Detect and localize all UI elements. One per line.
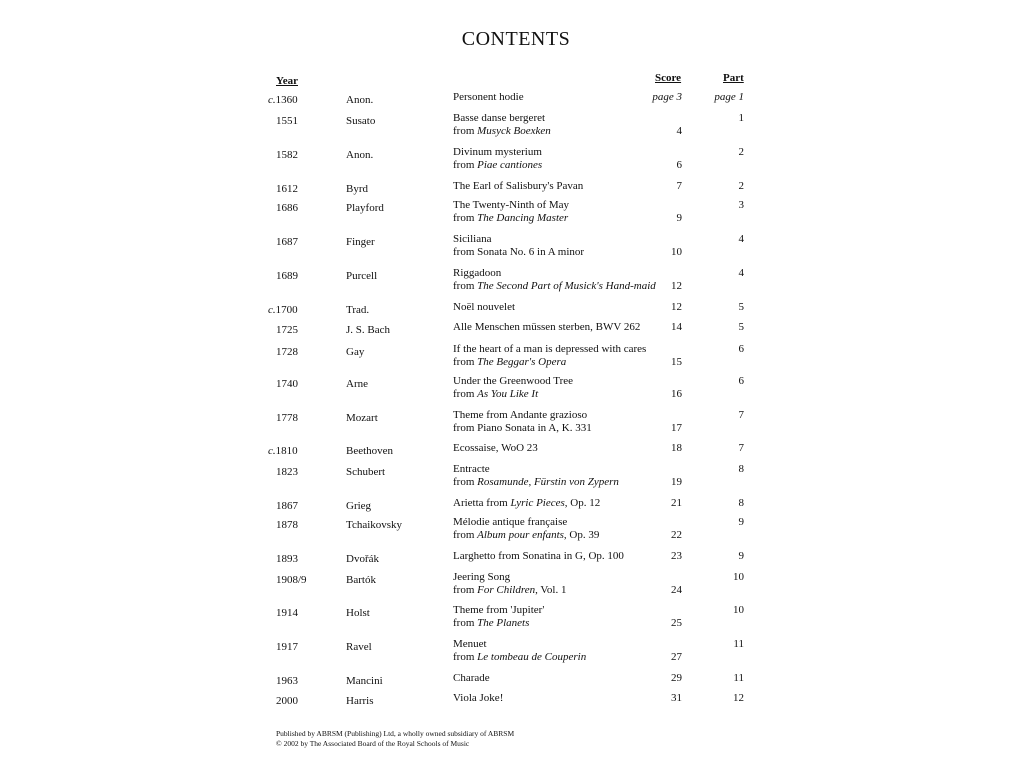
entry-score-page: 17 <box>671 422 682 434</box>
entry-work-title: Theme from 'Jupiter' <box>453 604 545 616</box>
entry-year: 1725 <box>276 324 298 336</box>
entry-work-source: from Piano Sonata in A, K. 331 <box>453 422 592 434</box>
entry-work-title: Alle Menschen müssen sterben, BWV 262 <box>453 321 641 333</box>
entry-work-title: Entracte <box>453 463 490 475</box>
contents-entry <box>0 571 1024 601</box>
entry-composer: J. S. Bach <box>346 324 390 336</box>
entry-composer: Dvořák <box>346 553 379 565</box>
entry-part-page: 10 <box>733 604 744 616</box>
contents-entry <box>0 604 1024 634</box>
entry-work-source: from Le tombeau de Couperin <box>453 651 587 663</box>
entry-work-title: The Earl of Salisbury's Pavan <box>453 180 584 192</box>
entry-score-page: 12 <box>671 301 682 313</box>
entry-work <box>453 199 569 225</box>
entry-work <box>453 550 624 563</box>
entry-work-title: Divinum mysterium <box>453 146 542 158</box>
contents-entry <box>0 463 1024 493</box>
entry-work <box>453 463 619 489</box>
contents-entry <box>0 516 1024 546</box>
entry-composer: Ravel <box>346 641 372 653</box>
entry-year: 1689 <box>276 270 298 282</box>
entry-work <box>453 497 600 510</box>
entry-year: 1740 <box>276 378 298 390</box>
entry-work-title: Mélodie antique française <box>453 516 568 528</box>
entry-work-source: from Album pour enfants, Op. 39 <box>453 529 600 541</box>
entry-score-page: 12 <box>671 280 682 292</box>
entry-work-source: from Rosamunde, Fürstin von Zypern <box>453 476 619 488</box>
entry-year: 1778 <box>276 412 298 424</box>
entry-part-page: 3 <box>738 199 744 211</box>
entry-work <box>453 321 640 334</box>
entry-part-page: 6 <box>738 343 744 355</box>
entry-part-page: 8 <box>738 497 744 509</box>
contents-entry <box>0 692 1024 722</box>
contents-entry <box>0 199 1024 229</box>
entry-composer: Grieg <box>346 500 372 512</box>
entry-work-title: Arietta from Lyric Pieces, Op. 12 <box>453 497 601 509</box>
entry-work-title: Basse danse bergeret <box>453 112 546 124</box>
entry-year: 1687 <box>276 236 298 248</box>
entry-score-page: 15 <box>671 356 682 368</box>
entry-work-title: If the heart of a man is depressed with cares <box>453 343 647 355</box>
entry-work-title: Personent hodie <box>453 91 524 103</box>
entry-work-source: from Musyck Boexken <box>453 125 551 137</box>
entry-part-page: 11 <box>733 638 744 650</box>
contents-entry <box>0 638 1024 668</box>
entry-score-page: 21 <box>671 497 682 509</box>
entry-composer: Schubert <box>346 466 386 478</box>
entry-work-title: Menuet <box>453 638 487 650</box>
entry-part-page: 7 <box>738 442 744 454</box>
entry-year: c.1360 <box>268 94 298 106</box>
entry-composer: Harris <box>346 695 374 707</box>
entry-work <box>453 604 544 630</box>
contents-entry <box>0 267 1024 297</box>
entry-composer: Mancini <box>346 675 383 687</box>
entry-score-page: 31 <box>671 692 682 704</box>
entry-work-title: Charade <box>453 672 490 684</box>
entry-composer: Playford <box>346 202 384 214</box>
footer-line-copyright: © 2002 by The Associated Board of the Royal Schools of Music <box>276 739 470 748</box>
entry-work-source: from For Children, Vol. 1 <box>453 584 567 596</box>
entry-year: 1823 <box>276 466 298 478</box>
entry-year: c.1810 <box>268 445 298 457</box>
entry-part-page: 2 <box>738 180 744 192</box>
entry-work-title: Noël nouvelet <box>453 301 516 313</box>
entry-work <box>453 692 503 705</box>
entry-work <box>453 112 551 138</box>
entry-work-title: Ecossaise, WoO 23 <box>453 442 538 454</box>
entry-composer: Bartók <box>346 574 376 586</box>
entry-score-page: 16 <box>671 388 682 400</box>
entry-work-title: Siciliana <box>453 233 492 245</box>
entry-work-title: Larghetto from Sonatina in G, Op. 100 <box>453 550 624 562</box>
entry-score-page: page 3 <box>652 91 682 103</box>
entry-part-page: 4 <box>738 233 744 245</box>
entry-year: 1914 <box>276 607 298 619</box>
entry-score-page: 7 <box>676 180 682 192</box>
entry-work <box>453 516 599 542</box>
entry-work <box>453 571 567 597</box>
page-title: CONTENTS <box>461 28 571 50</box>
entry-score-page: 25 <box>671 617 682 629</box>
entry-composer: Anon. <box>346 149 374 161</box>
entry-part-page: 11 <box>733 672 744 684</box>
entry-work-title: Riggadoon <box>453 267 502 279</box>
contents-entry <box>0 375 1024 405</box>
entry-score-page: 14 <box>671 321 682 333</box>
entry-score-page: 27 <box>671 651 682 663</box>
entry-part-page: 4 <box>738 267 744 279</box>
entry-work <box>453 267 656 293</box>
entry-work <box>453 233 584 259</box>
entry-score-page: 29 <box>671 672 682 684</box>
entry-composer: Mozart <box>346 412 378 424</box>
entry-part-page: 9 <box>738 550 744 562</box>
entry-score-page: 9 <box>676 212 682 224</box>
part-column-header: Part <box>723 72 744 84</box>
entry-part-page: 2 <box>738 146 744 158</box>
entry-work-source: from The Beggar's Opera <box>453 356 567 368</box>
entry-year: 1551 <box>276 115 298 127</box>
entry-part-page: 12 <box>733 692 744 704</box>
entry-part-page: 7 <box>738 409 744 421</box>
entry-year: 1917 <box>276 641 298 653</box>
publisher-footer <box>276 729 514 749</box>
entry-score-page: 6 <box>676 159 682 171</box>
entry-score-page: 4 <box>676 125 682 137</box>
entry-composer: Arne <box>346 378 368 390</box>
entry-composer: Byrd <box>346 183 368 195</box>
entry-work <box>453 343 646 369</box>
entry-score-page: 19 <box>671 476 682 488</box>
entry-composer: Tchaikovsky <box>346 519 403 531</box>
entry-work <box>453 409 592 435</box>
entry-part-page: 5 <box>738 301 744 313</box>
entry-work-title: Theme from Andante grazioso <box>453 409 588 421</box>
entry-year: 2000 <box>276 695 298 707</box>
entry-year: 1612 <box>276 183 298 195</box>
entry-part-page: page 1 <box>714 91 744 103</box>
entry-year: c.1700 <box>268 304 298 316</box>
entry-composer: Beethoven <box>346 445 394 457</box>
entry-score-page: 24 <box>671 584 682 596</box>
entry-score-page: 22 <box>671 529 682 541</box>
entry-work-source: from Piae cantiones <box>453 159 543 171</box>
score-column-header: Score <box>655 72 682 84</box>
entry-work <box>453 672 490 685</box>
entry-part-page: 9 <box>738 516 744 528</box>
entry-work <box>453 442 538 455</box>
entry-work <box>453 301 515 314</box>
entry-year: 1582 <box>276 149 298 161</box>
entry-work-title: Under the Greenwood Tree <box>453 375 574 387</box>
entry-year: 1908/9 <box>276 574 307 586</box>
entry-work-source: from As You Like It <box>453 388 539 400</box>
entry-part-page: 1 <box>738 112 744 124</box>
entry-part-page: 10 <box>733 571 744 583</box>
contents-entry <box>0 343 1024 373</box>
entry-year: 1878 <box>276 519 298 531</box>
entry-composer: Anon. <box>346 94 374 106</box>
contents-entry <box>0 112 1024 142</box>
contents-entry <box>0 233 1024 263</box>
entry-score-page: 23 <box>671 550 682 562</box>
entry-work <box>453 91 524 104</box>
entry-part-page: 8 <box>738 463 744 475</box>
entry-work-source: from The Planets <box>453 617 530 629</box>
contents-entry <box>0 409 1024 439</box>
entry-composer: Gay <box>346 346 365 358</box>
footer-line-publisher: Published by ABRSM (Publishing) Ltd, a wholly owned subsidiary of ABRSM <box>276 729 515 738</box>
entry-part-page: 6 <box>738 375 744 387</box>
entry-year: 1867 <box>276 500 298 512</box>
entry-year: 1728 <box>276 346 298 358</box>
entry-work <box>453 180 583 193</box>
entry-year: 1893 <box>276 553 298 565</box>
entry-work <box>453 638 586 664</box>
entry-year: 1686 <box>276 202 298 214</box>
entry-work-title: Viola Joke! <box>453 692 504 704</box>
contents-entry <box>0 146 1024 176</box>
entry-composer: Trad. <box>346 304 370 316</box>
entry-work-source: from The Second Part of Musick's Hand-maid <box>453 280 656 292</box>
entry-work-source: from The Dancing Master <box>453 212 569 224</box>
entry-composer: Purcell <box>346 270 378 282</box>
entry-work <box>453 146 542 172</box>
entry-composer: Finger <box>346 236 375 248</box>
entry-year: 1963 <box>276 675 298 687</box>
entry-work-title: Jeering Song <box>453 571 511 583</box>
entry-score-page: 10 <box>671 246 682 258</box>
entry-composer: Holst <box>346 607 370 619</box>
entry-score-page: 18 <box>671 442 682 454</box>
entry-work <box>453 375 573 401</box>
entry-work-title: The Twenty-Ninth of May <box>453 199 570 211</box>
year-column-header: Year <box>276 75 298 87</box>
entry-work-source: from Sonata No. 6 in A minor <box>453 246 585 258</box>
entry-part-page: 5 <box>738 321 744 333</box>
entry-composer: Susato <box>346 115 376 127</box>
